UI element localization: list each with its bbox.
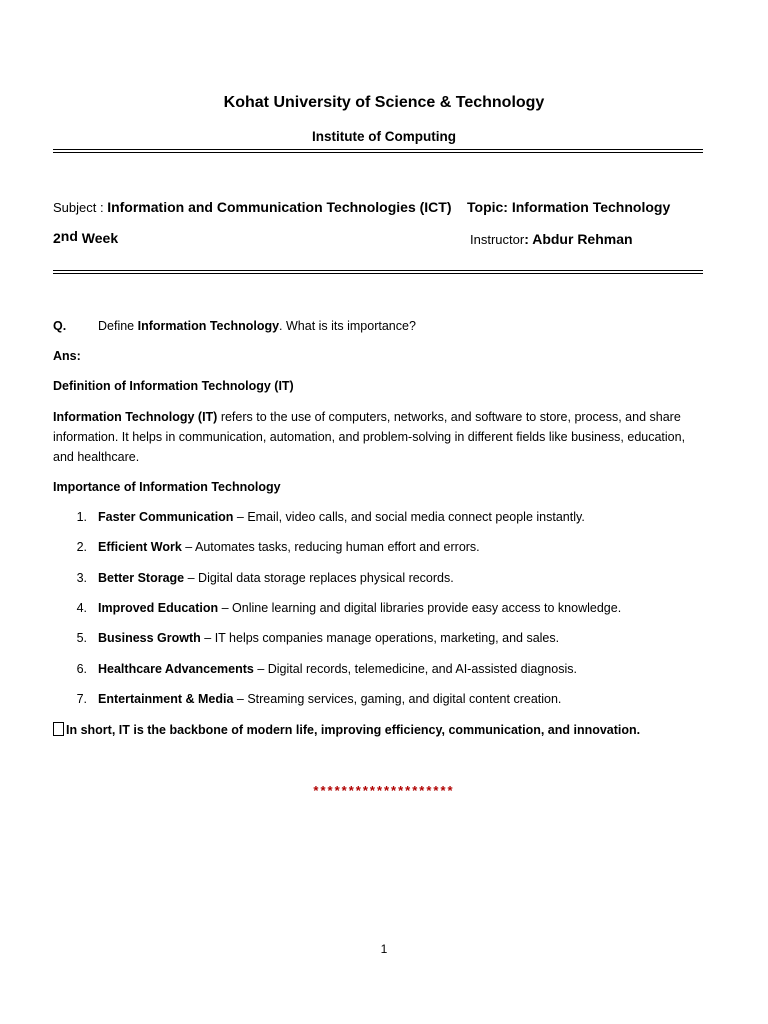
topic-label: Topic: bbox=[467, 199, 512, 215]
list-item bbox=[53, 601, 621, 615]
list-item bbox=[53, 571, 454, 585]
list-item bbox=[53, 631, 559, 645]
list-item-number: 6. bbox=[76, 662, 87, 676]
question-label: Q. bbox=[53, 319, 67, 333]
instructor-line bbox=[470, 231, 633, 247]
question-text-pre: Define bbox=[98, 319, 138, 333]
header-rule-top-1 bbox=[53, 149, 703, 150]
header-rule-bottom-1 bbox=[53, 270, 703, 271]
list-item-desc: – Email, video calls, and social media connect people instantly. bbox=[233, 510, 585, 524]
list-item-number: 2. bbox=[76, 540, 87, 554]
week-suffix: nd bbox=[60, 228, 78, 244]
week-label: Week bbox=[77, 230, 119, 246]
summary-text: In short, IT is the backbone of modern life, improving efficiency, communication, and innovation. bbox=[66, 723, 641, 737]
definition-text: refers to the use of computers, networks, and software to store, process, and share information. It helps in communication, automation, and problem-solving in different fields like business, education, and healthcare. bbox=[53, 410, 686, 464]
topic-value: Information Technology bbox=[511, 199, 671, 215]
list-item bbox=[53, 692, 561, 706]
institute-title: Institute of Computing bbox=[312, 129, 456, 144]
instructor-label: Instructor bbox=[470, 232, 525, 247]
summary-line bbox=[53, 722, 640, 737]
list-item-number: 1. bbox=[76, 510, 87, 524]
list-item-number: 7. bbox=[76, 692, 87, 706]
page-number: 1 bbox=[380, 942, 388, 956]
list-item-title: Entertainment & Media bbox=[98, 692, 234, 706]
list-item bbox=[53, 540, 480, 554]
list-item-desc: – Digital data storage replaces physical records. bbox=[184, 571, 454, 585]
list-item-title: Faster Communication bbox=[98, 510, 234, 524]
definition-paragraph bbox=[53, 407, 708, 467]
missing-glyph-icon bbox=[53, 722, 64, 736]
question-text-post: . What is its importance? bbox=[279, 319, 416, 333]
header-rule-top-2 bbox=[53, 152, 703, 153]
list-item-number: 4. bbox=[76, 601, 87, 615]
week-line bbox=[53, 230, 118, 246]
question-text bbox=[98, 319, 416, 333]
list-item-desc: – IT helps companies manage operations, marketing, and sales. bbox=[200, 631, 560, 645]
instructor-value: : Abdur Rehman bbox=[524, 231, 633, 247]
subject-label: Subject : bbox=[53, 200, 108, 215]
list-item-number: 3. bbox=[76, 571, 87, 585]
list-item-number: 5. bbox=[76, 631, 87, 645]
header-rule-bottom-2 bbox=[53, 273, 703, 274]
definition-lead: Information Technology (IT) bbox=[53, 410, 218, 424]
list-item-title: Business Growth bbox=[98, 631, 201, 645]
list-item-title: Efficient Work bbox=[98, 540, 182, 554]
list-item-desc: – Streaming services, gaming, and digital content creation. bbox=[233, 692, 562, 706]
list-item-desc: – Digital records, telemedicine, and AI-assisted diagnosis. bbox=[253, 662, 577, 676]
list-item-title: Better Storage bbox=[98, 571, 185, 585]
separator-stars: ******************** bbox=[313, 783, 455, 798]
list-item-title: Healthcare Advancements bbox=[98, 662, 254, 676]
list-item bbox=[53, 510, 585, 524]
answer-label: Ans: bbox=[53, 349, 81, 363]
list-item bbox=[53, 662, 577, 676]
list-item-desc: – Online learning and digital libraries provide easy access to knowledge. bbox=[218, 601, 622, 615]
importance-heading: Importance of Information Technology bbox=[53, 480, 281, 494]
topic-line bbox=[467, 199, 670, 215]
subject-line bbox=[53, 199, 452, 215]
subject-value: Information and Communication Technologies (ICT) bbox=[107, 199, 452, 215]
week-number: 2 bbox=[53, 230, 61, 246]
list-item-title: Improved Education bbox=[98, 601, 219, 615]
list-item-desc: – Automates tasks, reducing human effort and errors. bbox=[181, 540, 480, 554]
definition-heading: Definition of Information Technology (IT) bbox=[53, 379, 294, 393]
question-text-bold: Information Technology bbox=[137, 319, 280, 333]
university-title: Kohat University of Science & Technology bbox=[223, 94, 545, 111]
